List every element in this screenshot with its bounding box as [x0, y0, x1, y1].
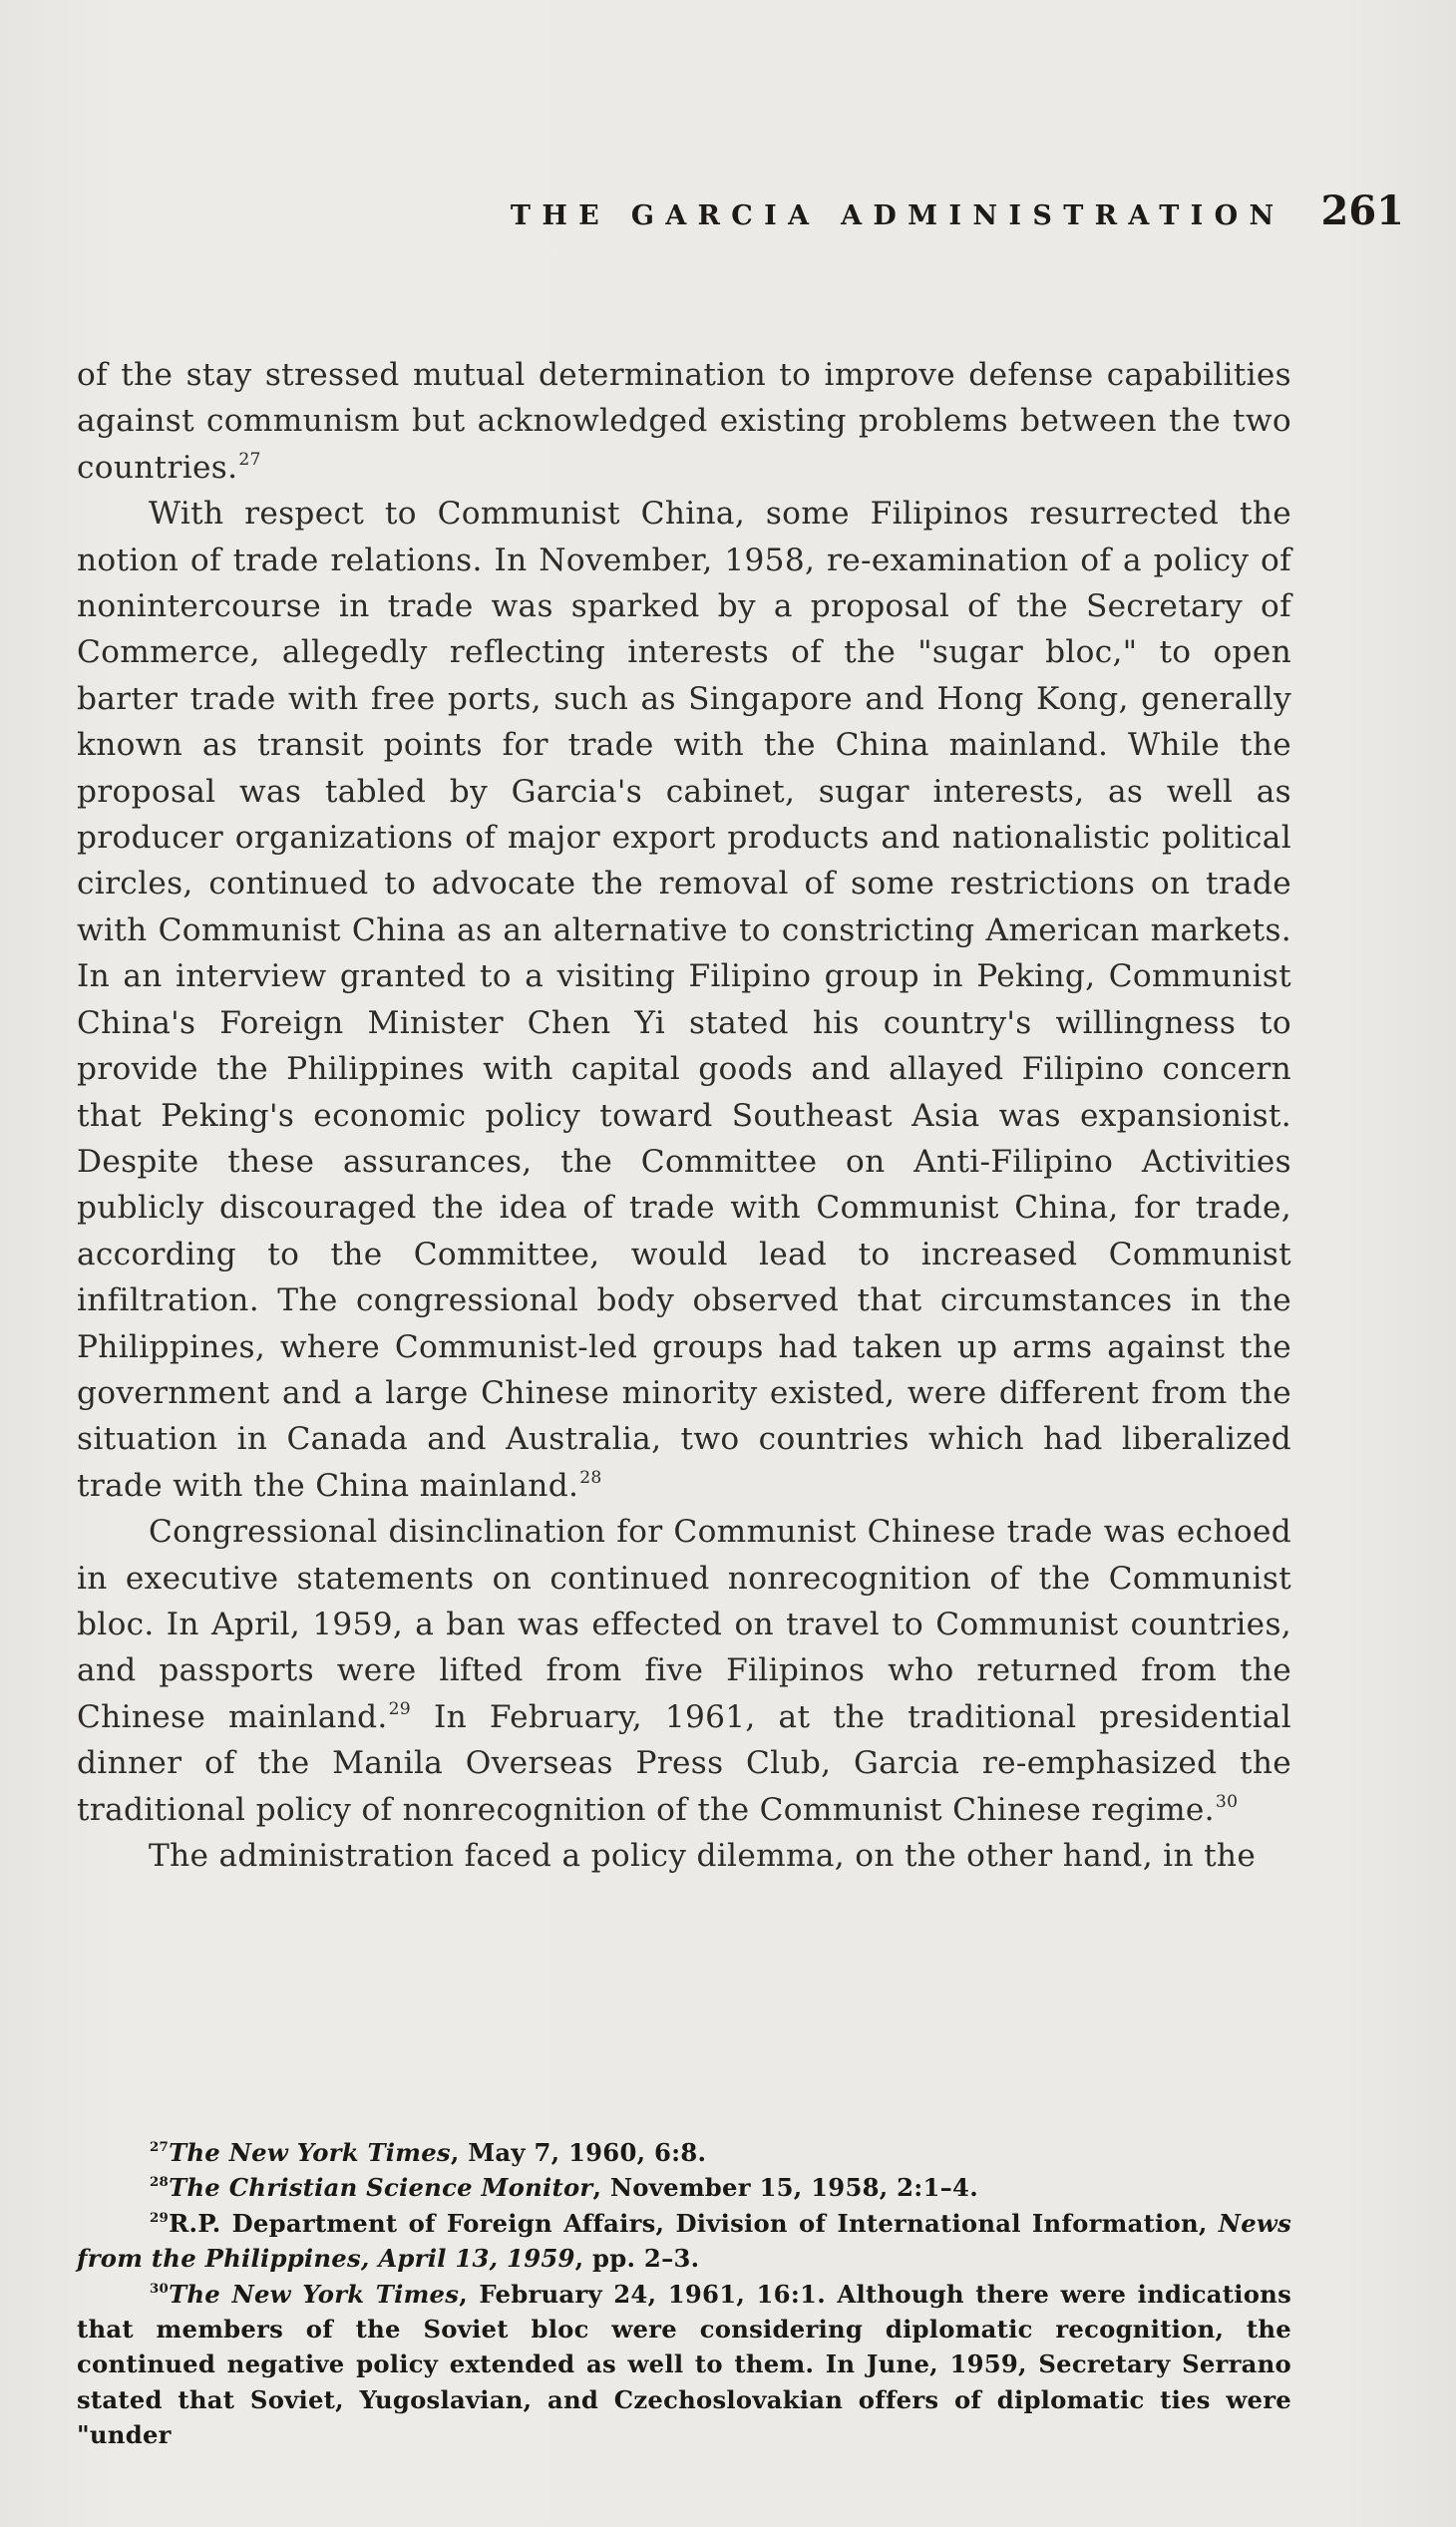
footnote-reference-27: 27 [238, 449, 261, 470]
paragraph-2-text: With respect to Communist China, some Filipinos resurrected the notion of trade relations. In November, 1958, re-examination of a policy of nonintercourse in trade was sparked by a proposal of the Secretary of Commerce, allegedly reflecting interests of the "sugar bloc," to open barter trade with free ports, such as Singapore and Hong Kong, generally known as transit points for trade with the China mainland. While the proposal was tabled by Garcia's cabinet, sugar interests, as well as producer organizations of major export products and nationalistic political circles, continued to advocate the removal of some restrictions on trade with Communist China as an alternative to constricting American markets. In an interview granted to a visiting Filipino group in Peking, Communist China's Foreign Minister Chen Yi stated his country's willingness to provide the Philippines with capital goods and allayed Filipino concern that Peking's economic policy toward Southeast Asia was expansionist. Despite these assurances, the Committee on Anti-Filipino Activities publicly discouraged the idea of trade with Communist China, for trade, according to the Committee, would lead to increased Communist infiltration. The congressional body observed that circumstances in the Philippines, where Communist-led groups had taken up arms against the government and a large Chinese minority existed, were different from the situation in Canada and Australia, two countries which had liberalized trade with the China mainland. [77, 496, 1291, 1504]
footnote-text: , November 15, 1958, 2:1–4. [592, 2173, 978, 2203]
footnote-mark: 27 [150, 2138, 170, 2155]
footnote-30 [77, 2277, 1291, 2453]
paragraph-policy-dilemma [77, 1833, 1291, 1879]
footnote-mark: 28 [150, 2174, 170, 2191]
paragraph-3-text-a: Congressional disinclination for Communist Chinese trade was echoed in executive statements on continued nonrecognition of the Communist bloc. In April, 1959, a ban was effected on travel to Communist countries, and passports were lifted from five Filipinos who returned from the Chinese mainland. [77, 1514, 1291, 1735]
footnotes [77, 2135, 1291, 2453]
footnote-prefix: R.P. Department of Foreign Affairs, Division of International Information, [169, 2208, 1219, 2238]
footnote-source: The Christian Science Monitor [169, 2173, 593, 2203]
footnote-source: The New York Times [169, 2279, 460, 2309]
footnote-mark: 30 [150, 2280, 170, 2297]
running-title: THE GARCIA ADMINISTRATION [510, 200, 1285, 231]
footnote-text: , pp. 2–3. [574, 2244, 700, 2274]
paragraph-1-text: of the stay stressed mutual determination to improve defense capabilities against communism but acknowledged existing problems between the two countries. [77, 357, 1291, 486]
footnote-reference-28: 28 [579, 1467, 602, 1488]
body-text [77, 352, 1291, 1879]
paragraph-continuation [77, 352, 1291, 491]
footnote-27 [77, 2135, 1291, 2170]
paragraph-nonrecognition [77, 1509, 1291, 1833]
paragraph-3-text-b: In February, 1961, at the traditional presidential dinner of the Manila Overseas Press Club, Garcia re-emphasized the traditional policy of nonrecognition of the Communist Chinese regime. [77, 1698, 1291, 1828]
footnote-29 [77, 2206, 1291, 2277]
page-number: 261 [1320, 187, 1404, 234]
footnote-reference-29: 29 [388, 1698, 412, 1719]
footnote-reference-30: 30 [1215, 1791, 1239, 1812]
paragraph-communist-china-trade [77, 491, 1291, 1509]
footnote-source: News from the Philippines, April 13, 1959 [77, 2208, 1291, 2274]
running-head [507, 187, 1404, 234]
footnote-28 [77, 2170, 1291, 2205]
footnote-text: , February 24, 1961, 16:1. Although there were indications that members of the Soviet bloc were considering diplomatic recognition, the continued negative policy extended as well to them. In June, 1959, Secretary Serrano stated that Soviet, Yugoslavian, and Czechoslovakian offers of diplomatic ties were "under [77, 2279, 1291, 2450]
footnote-text: , May 7, 1960, 6:8. [450, 2138, 707, 2167]
paragraph-4-text: The administration faced a policy dilemma, on the other hand, in the [149, 1838, 1257, 1874]
footnote-mark: 29 [150, 2209, 170, 2226]
footnote-source: The New York Times [169, 2138, 451, 2167]
